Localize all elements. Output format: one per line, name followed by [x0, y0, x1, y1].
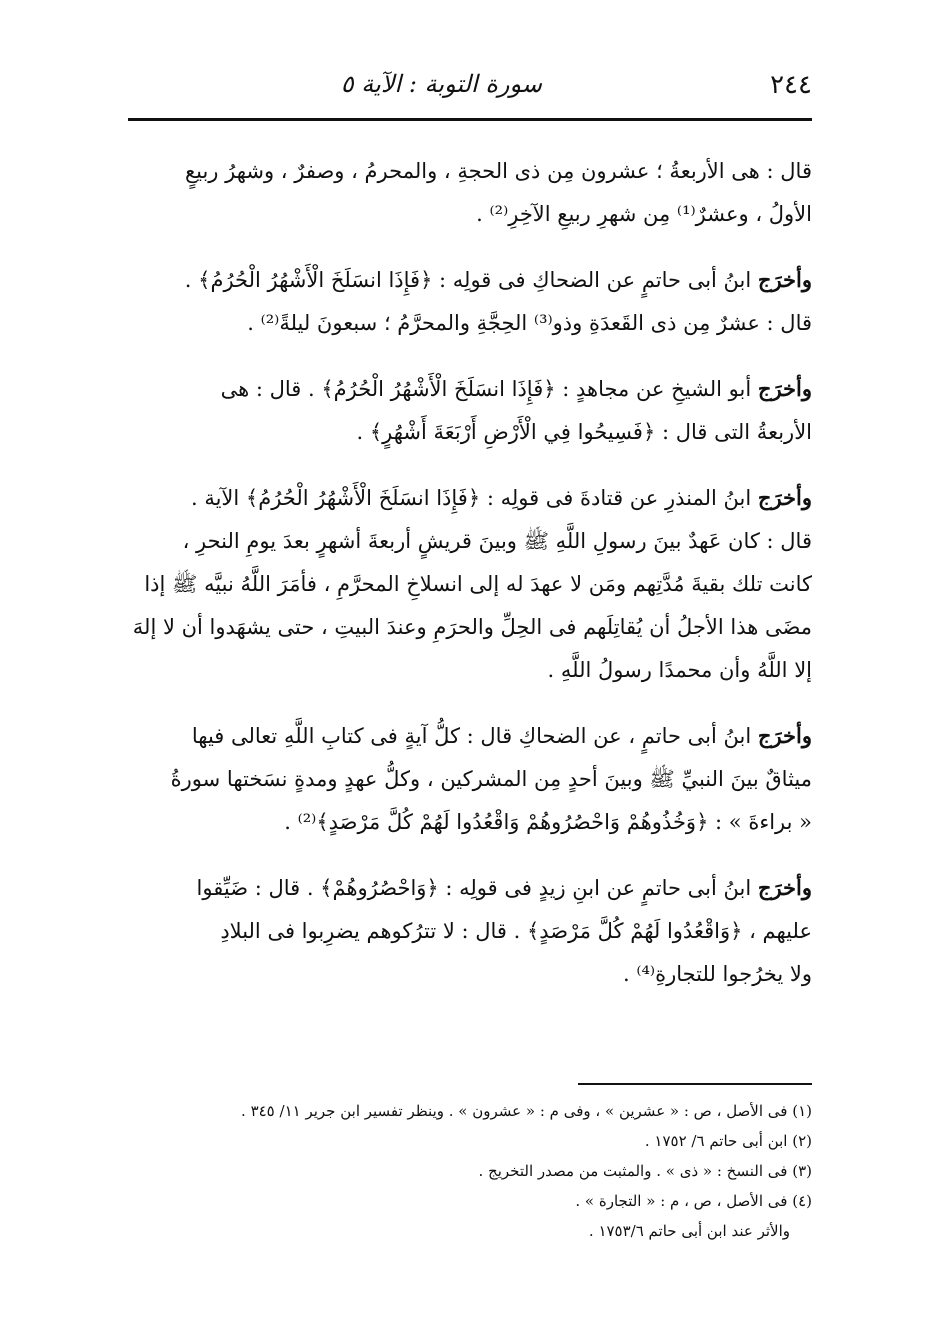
paragraph-lead: وأخرَج [757, 485, 812, 510]
paragraph-lead: وأخرَج [757, 267, 812, 292]
text-run: أبو الشيخِ عن مجاهدٍ : ﴿فَإِذَا انسَلَخَ الْأَشْهُرُ الْحُرُمُ﴾ . قال : هى [220, 377, 758, 401]
text-line: « براءةَ » : ﴿وَخُذُوهُمْ وَاحْصُرُوهُمْ وَاقْعُدُوا لَهُمْ كُلَّ مَرْصَدٍ﴾⁽²⁾ . [284, 810, 812, 834]
paragraph-lead: وأخرَج [757, 875, 812, 900]
footnote-divider [578, 1083, 812, 1085]
footnotes [128, 1096, 812, 1246]
footnote: (٤) فى الأصل ، ص ، م : « التجارة » . [575, 1192, 812, 1210]
text-line: عليهم ، ﴿وَاقْعُدُوا لَهُمْ كُلَّ مَرْصَدٍ﴾ . قال : لا تترُكوهم يضرِبوا فى البلادِ [220, 919, 812, 943]
paragraph [128, 866, 812, 996]
page-header [128, 62, 812, 118]
paragraph-lead: وأخرَج [757, 376, 812, 401]
paragraph [128, 367, 812, 454]
text-run: ابنُ أبى حاتمٍ عن ابنِ زيدٍ فى قولِه : ﴿وَاحْصُرُوهُمْ﴾ . قال : ضَيِّقوا [196, 876, 758, 900]
text-line: الأربعةُ التى قال : ﴿فَسِيحُوا فِي الْأَرْضِ أَرْبَعَةَ أَشْهُرٍ﴾ . [356, 420, 812, 444]
text-line: كانت تلك بقيةَ مُدَّتِهم ومَن لا عهدَ له إلى انسلاخِ المحرَّمِ ، فأمَرَ اللَّهُ نبيَّه ﷺ إذا [144, 572, 812, 596]
page-number: ٢٤٤ [770, 70, 812, 100]
footnote-continuation: والأثر عند ابن أبى حاتم ١٧٥٣/٦ . [588, 1222, 790, 1240]
text-line: إلا اللَّهُ وأن محمدًا رسولُ اللَّهِ . [547, 658, 812, 682]
paragraph [128, 476, 812, 692]
header-divider [128, 118, 812, 121]
text-line: قال : هى الأربعةُ ؛ عشرون مِن ذى الحجةِ ، والمحرمُ ، وصفرٌ ، وشهرُ ربيعٍ [184, 159, 812, 183]
paragraph-lead: وأخرَج [757, 723, 812, 748]
footnote: (١) فى الأصل ، ص : « عشرين » ، وفى م : « عشرون » . وينظر تفسير ابن جرير ١١/ ٣٤٥ . [241, 1102, 812, 1120]
text-line: ولا يخرُجوا للتجارةِ⁽⁴⁾ . [622, 962, 812, 986]
text-line: مضَى هذا الأجلُ أن يُقاتِلَهم فى الحِلِّ والحرَمِ وعندَ البيتِ ، حتى يشهَدوا أن لا إلهَ [132, 615, 812, 639]
text-line [128, 367, 812, 411]
text-line: قال : كان عَهدٌ بينَ رسولِ اللَّهِ ﷺ وبينَ قريشٍ أربعةَ أشهرٍ بعدَ يومِ النحرِ ، [182, 529, 812, 553]
paragraph [128, 714, 812, 844]
main-text [128, 150, 812, 1018]
text-line [128, 714, 812, 758]
text-line [128, 866, 812, 910]
paragraph [128, 258, 812, 345]
text-run: ابنُ أبى حاتمٍ عن الضحاكِ فى قولِه : ﴿فَإِذَا انسَلَخَ الْأَشْهُرُ الْحُرُمُ﴾ . [184, 268, 758, 292]
text-line: قال : عشرٌ مِن ذى القَعدَةِ وذو⁽³⁾ الحِجَّةِ والمحرَّمُ ؛ سبعونَ ليلةً⁽²⁾ . [247, 311, 812, 335]
text-line: الأولُ ، وعشرٌ⁽¹⁾ مِن شهرِ ربيعِ الآخِرِ⁽²⁾ . [476, 202, 812, 226]
text-line: ميثاقٌ بينَ النبيِّ ﷺ وبينَ أحدٍ مِن المشركين ، وكلُّ عهدٍ ومدةٍ نسَختها سورةُ [170, 767, 812, 791]
text-run: ابنُ المنذرِ عن قتادةَ فى قولِه : ﴿فَإِذَا انسَلَخَ الْأَشْهُرُ الْحُرُمُ﴾ الآية . [190, 486, 758, 510]
text-run: ابنُ أبى حاتمٍ ، عن الضحاكِ قال : كلُّ آيةٍ فى كتابِ اللَّهِ تعالى فيها [191, 724, 758, 748]
running-title: سورة التوبة : الآية ٥ [340, 70, 542, 98]
text-line [128, 258, 812, 302]
text-line [128, 476, 812, 520]
footnote: (٢) ابن أبى حاتم ٦/ ١٧٥٢ . [644, 1132, 812, 1150]
footnote: (٣) فى النسخ : « ذى » . والمثبت من مصدر التخريج . [478, 1162, 812, 1180]
paragraph [128, 150, 812, 236]
